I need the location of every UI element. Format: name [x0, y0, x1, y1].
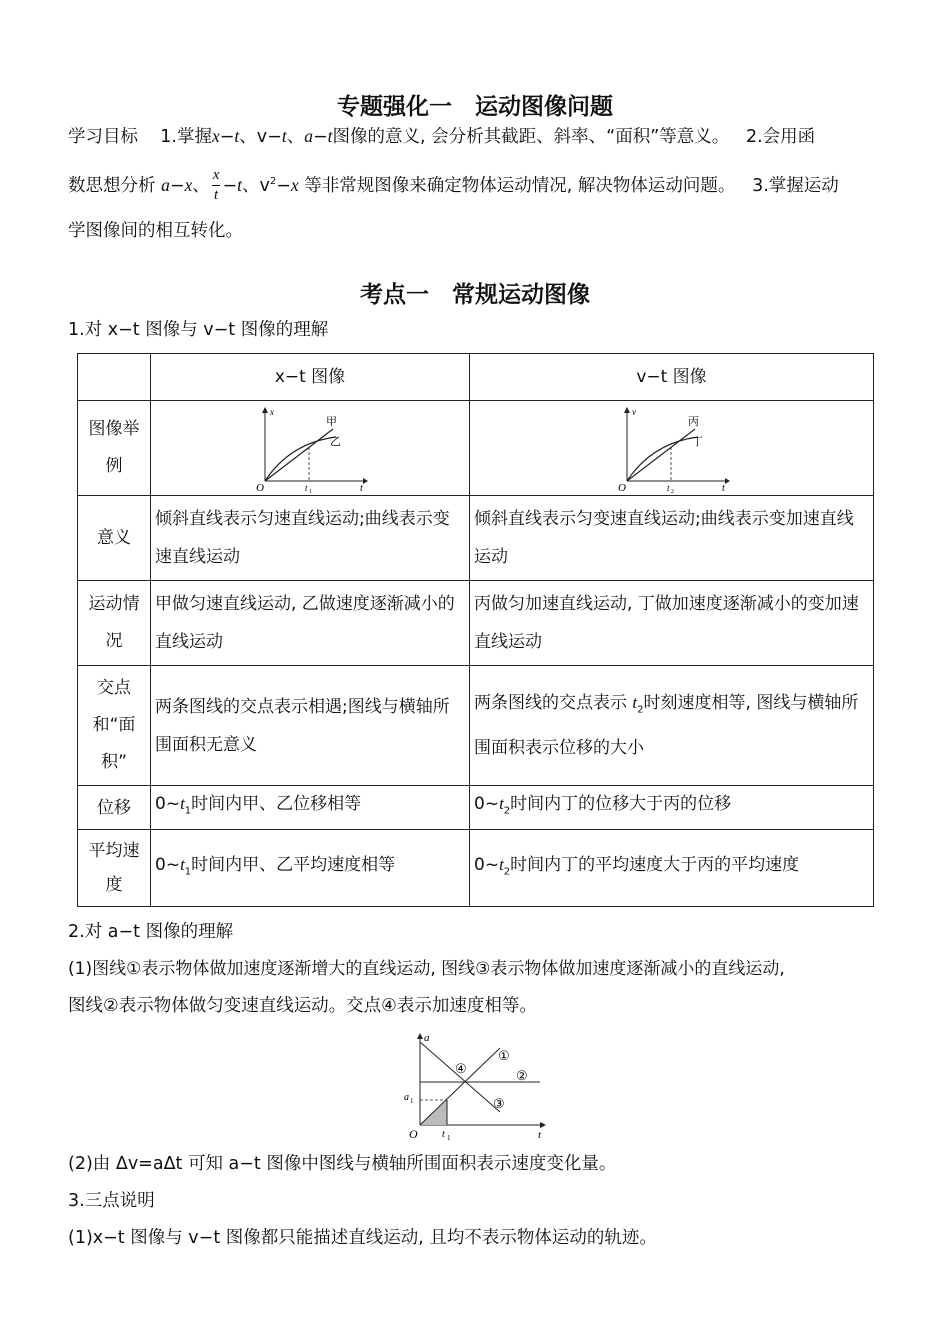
displacement-xt: $0\sim t_1$时间内甲、乙位移相等 [151, 786, 470, 830]
y-axis-label: a [424, 1032, 430, 1044]
motion-vt: 丙做匀加速直线运动, 丁做加速度逐渐减小的变加速直线运动 [470, 581, 874, 666]
t1-subscript: 1 [309, 489, 312, 495]
objectives-line-2: 数思想分析 a−x、 $\frac{x}{t}$ −t、$v^2-x$ 等非常规图像来确定物体运动情况, 解决物体运动问题。 3.掌握运动 [68, 167, 839, 204]
table-row [78, 666, 874, 786]
table-header-row [78, 354, 874, 401]
t1-label: t [305, 483, 308, 493]
xt-graph-cell [151, 401, 470, 496]
motion-xt: 甲做匀速直线运动, 乙做速度逐渐减小的直线运动 [151, 581, 470, 666]
section-3-para-1: (1)x−t 图像与 v−t 图像都只能描述直线运动, 且均不表示物体运动的轨迹。 [68, 1228, 657, 1248]
objectives-label: 学习目标 [68, 127, 138, 147]
origin-label: O [409, 1127, 418, 1141]
origin-label: O [617, 482, 626, 494]
t2-label: t [666, 483, 670, 493]
page-title: 专题强化一 运动图像问题 [337, 94, 613, 120]
comparison-table [77, 353, 874, 907]
x-axis-label: t [360, 483, 363, 494]
section-2-para-1-line-1: (1)图线①表示物体做加速度逐渐增大的直线运动, 图线③表示物体做加速度逐渐减小的直线运动, [68, 959, 785, 979]
a1-label: a [404, 1092, 409, 1103]
t2-subscript: 2 [670, 489, 674, 495]
table-corner-cell [78, 354, 151, 401]
table-row [78, 496, 874, 581]
at-graph [400, 1030, 550, 1142]
x-axis-arrow [540, 1122, 546, 1128]
y-axis-arrow [262, 407, 268, 413]
label-yi: 乙 [330, 436, 341, 448]
row-head-example: 图像举例 [78, 401, 151, 496]
line-1 [420, 1048, 500, 1125]
x-axis-arrow [363, 478, 368, 484]
objectives-line-1: 学习目标 1.掌握x−t、v−t、a−t图像的意义, 会分析其截距、斜率、“面积”等意义。 2.会用函 [68, 126, 816, 147]
line-3 [420, 1042, 500, 1112]
marker-1: ① [498, 1048, 510, 1063]
y-axis-label: x [270, 407, 274, 417]
fraction-x-over-t: $\frac{x}{t}$ [212, 167, 220, 204]
row-head-intersection: 交点和“面积” [78, 666, 151, 786]
row-head-motion: 运动情况 [78, 581, 151, 666]
marker-2: ② [516, 1068, 528, 1083]
row-head-meaning: 意义 [78, 496, 151, 581]
intersection-vt: 两条图线的交点表示 $t_2$时刻速度相等, 图线与横轴所围面积表示位移的大小 [470, 666, 874, 786]
a1-subscript: 1 [410, 1097, 414, 1105]
section-1-subheading: 1.对 x−t 图像与 v−t 图像的理解 [68, 320, 329, 340]
label-ding: 丁 [691, 436, 703, 448]
curve-yi [265, 437, 336, 481]
marker-4: ④ [455, 1061, 467, 1076]
avg-velocity-vt: $0\sim t_2$时间内丁的平均速度大于丙的平均速度 [470, 830, 874, 907]
table-row [78, 581, 874, 666]
section-3-subheading: 3.三点说明 [68, 1191, 155, 1211]
label-jia: 甲 [326, 416, 337, 428]
meaning-xt: 倾斜直线表示匀速直线运动;曲线表示变速直线运动 [151, 496, 470, 581]
t1-subscript: 1 [447, 1134, 451, 1142]
avg-velocity-xt: $0\sim t_1$时间内甲、乙平均速度相等 [151, 830, 470, 907]
meaning-vt: 倾斜直线表示匀变速直线运动;曲线表示变加速直线运动 [470, 496, 874, 581]
x-axis-label: t [538, 1129, 542, 1141]
table-row [78, 786, 874, 830]
objectives-line-3: 学图像间的相互转化。 [68, 221, 243, 241]
row-head-displacement: 位移 [78, 786, 151, 830]
marker-3: ③ [493, 1096, 505, 1111]
line-jia [265, 429, 333, 481]
section-2-subheading: 2.对 a−t 图像的理解 [68, 922, 234, 942]
y-axis-label: v [631, 407, 636, 417]
origin-label: O [256, 482, 264, 494]
col-header-xt: x−t 图像 [151, 354, 470, 401]
label-bing: 丙 [687, 416, 699, 428]
xt-example-graph [250, 405, 370, 495]
displacement-vt: $0\sim t_2$时间内丁的位移大于丙的位移 [470, 786, 874, 830]
x-axis-label: t [721, 483, 725, 494]
y-axis-arrow [417, 1033, 423, 1039]
line-bing [627, 429, 695, 481]
table-row [78, 830, 874, 907]
x-axis-arrow [725, 478, 730, 484]
vt-graph-cell [470, 401, 874, 496]
section-1-title: 考点一 常规运动图像 [360, 282, 590, 308]
section-2-para-1-line-2: 图线②表示物体做匀变速直线运动。交点④表示加速度相等。 [68, 996, 537, 1016]
intersection-xt: 两条图线的交点表示相遇;图线与横轴所围面积无意义 [151, 666, 470, 786]
vt-example-graph [612, 405, 732, 495]
t1-label: t [442, 1129, 445, 1140]
curve-ding [627, 437, 698, 481]
section-2-para-2: (2)由 Δv=aΔt 可知 a−t 图像中图线与横轴所围面积表示速度变化量。 [68, 1154, 617, 1174]
row-head-avg-velocity: 平均速度 [78, 830, 151, 907]
y-axis-arrow [624, 407, 630, 413]
table-row [78, 401, 874, 496]
col-header-vt: v−t 图像 [470, 354, 874, 401]
